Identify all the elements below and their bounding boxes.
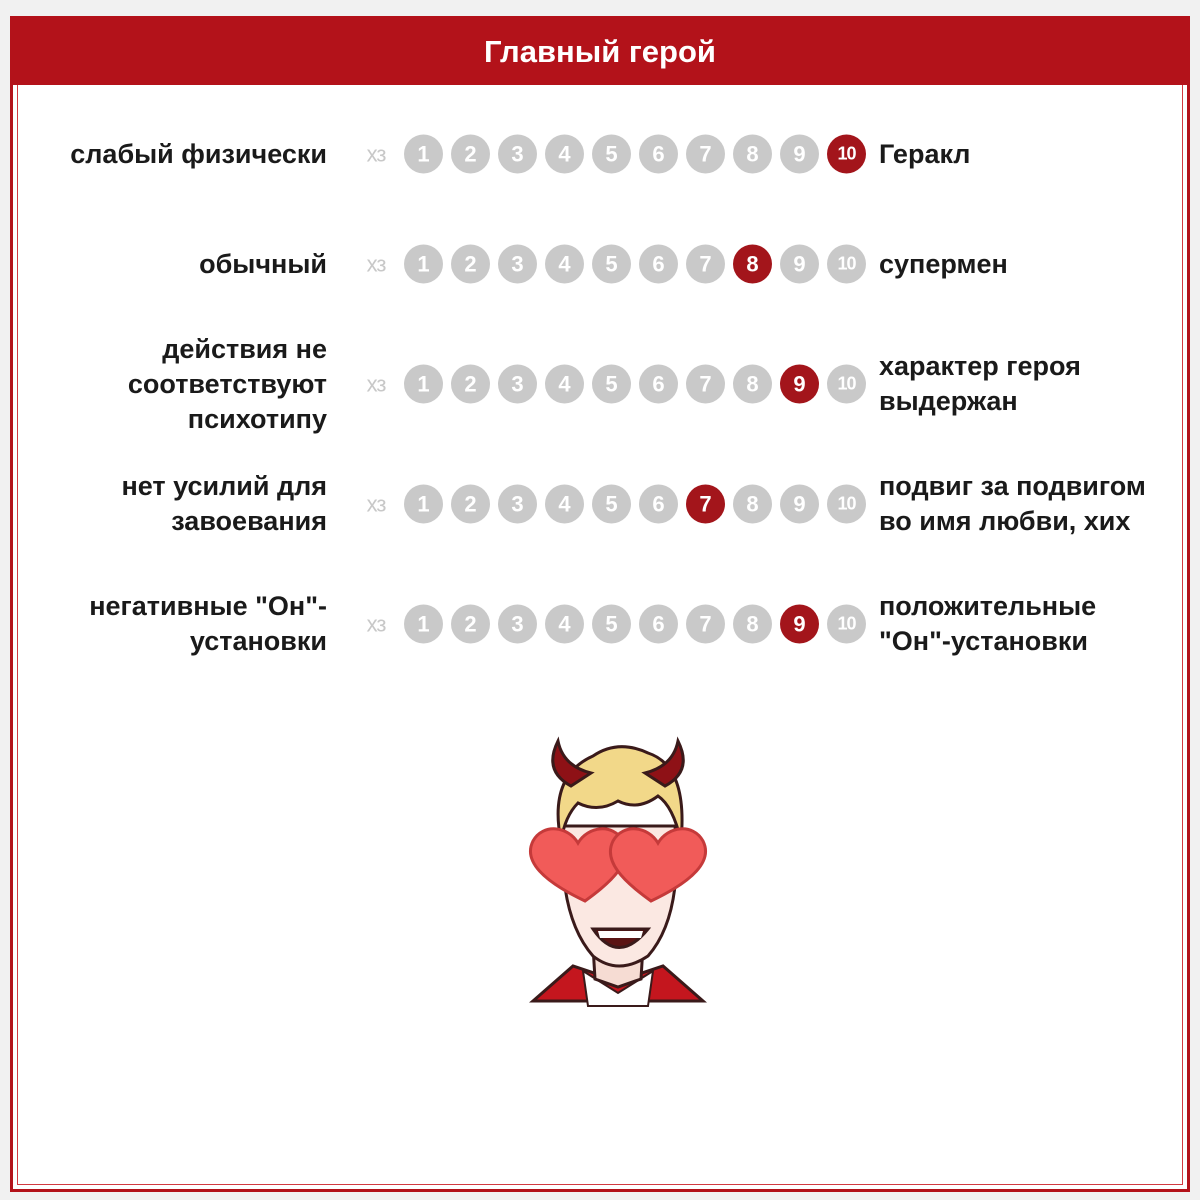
scale-point-7[interactable]: 7 bbox=[686, 605, 725, 644]
devil-avatar-icon bbox=[523, 731, 713, 1021]
scale-point-7[interactable]: 7 bbox=[686, 365, 725, 404]
scale-point-3[interactable]: 3 bbox=[498, 605, 537, 644]
scale-point-2[interactable]: 2 bbox=[451, 135, 490, 174]
scale-point-10[interactable]: 10 bbox=[827, 365, 866, 404]
scale-point-6[interactable]: 6 bbox=[639, 605, 678, 644]
scale-point-4[interactable]: 4 bbox=[545, 135, 584, 174]
rating-scale bbox=[356, 605, 866, 644]
scale-point-10[interactable]: 10 bbox=[827, 605, 866, 644]
dont-know-option[interactable]: хз bbox=[366, 251, 386, 276]
scale-point-10[interactable]: 10 bbox=[827, 245, 866, 284]
rating-row bbox=[13, 94, 1187, 214]
scale-point-6[interactable]: 6 bbox=[639, 365, 678, 404]
scale-point-4[interactable]: 4 bbox=[545, 365, 584, 404]
row-left-label: действия не соответствуют психотипу bbox=[127, 333, 327, 434]
row-right-label: подвиг за подвигом во имя любви, хих bbox=[879, 471, 1146, 536]
row-right-label: характер героя выдержан bbox=[879, 351, 1081, 416]
scale-point-5[interactable]: 5 bbox=[592, 365, 631, 404]
scale-point-8[interactable]: 8 bbox=[733, 605, 772, 644]
scale-point-8[interactable]: 8 bbox=[733, 135, 772, 174]
scale-point-8[interactable]: 8 bbox=[733, 485, 772, 524]
row-left-label: нет усилий для завоевания bbox=[121, 471, 327, 536]
scale-point-1[interactable]: 1 bbox=[404, 605, 443, 644]
rating-scale bbox=[356, 485, 866, 524]
scale-point-5[interactable]: 5 bbox=[592, 135, 631, 174]
scale-point-9[interactable]: 9 bbox=[780, 365, 819, 404]
scale-point-9[interactable]: 9 bbox=[780, 135, 819, 174]
scale-point-3[interactable]: 3 bbox=[498, 245, 537, 284]
scale-point-7[interactable]: 7 bbox=[686, 245, 725, 284]
card-title: Главный герой bbox=[484, 34, 716, 69]
scale-point-2[interactable]: 2 bbox=[451, 245, 490, 284]
scale-point-9[interactable]: 9 bbox=[780, 485, 819, 524]
scale-point-6[interactable]: 6 bbox=[639, 245, 678, 284]
rating-card bbox=[10, 16, 1190, 1192]
dont-know-option[interactable]: хз bbox=[366, 371, 386, 396]
scale-point-9[interactable]: 9 bbox=[780, 605, 819, 644]
row-left-label: обычный bbox=[199, 248, 327, 279]
scale-point-10[interactable]: 10 bbox=[827, 135, 866, 174]
dont-know-option[interactable]: хз bbox=[366, 141, 386, 166]
row-right-label: положительные "Он"-установки bbox=[879, 591, 1097, 656]
rating-row bbox=[13, 444, 1187, 564]
scale-point-1[interactable]: 1 bbox=[404, 245, 443, 284]
card-header bbox=[13, 19, 1187, 85]
dont-know-option[interactable]: хз bbox=[366, 491, 386, 516]
scale-point-1[interactable]: 1 bbox=[404, 135, 443, 174]
scale-point-1[interactable]: 1 bbox=[404, 365, 443, 404]
rating-scale bbox=[356, 245, 866, 284]
scale-point-5[interactable]: 5 bbox=[592, 605, 631, 644]
scale-point-2[interactable]: 2 bbox=[451, 365, 490, 404]
scale-point-7[interactable]: 7 bbox=[686, 485, 725, 524]
scale-point-9[interactable]: 9 bbox=[780, 245, 819, 284]
rating-row bbox=[13, 324, 1187, 444]
row-right-label: супермен bbox=[879, 248, 1008, 279]
scale-point-5[interactable]: 5 bbox=[592, 485, 631, 524]
scale-point-3[interactable]: 3 bbox=[498, 365, 537, 404]
rating-row bbox=[13, 564, 1187, 684]
scale-point-10[interactable]: 10 bbox=[827, 485, 866, 524]
scale-point-5[interactable]: 5 bbox=[592, 245, 631, 284]
scale-point-8[interactable]: 8 bbox=[733, 245, 772, 284]
dont-know-option[interactable]: хз bbox=[366, 611, 386, 636]
rating-row bbox=[13, 204, 1187, 324]
scale-point-6[interactable]: 6 bbox=[639, 135, 678, 174]
scale-point-4[interactable]: 4 bbox=[545, 605, 584, 644]
row-left-label: слабый физически bbox=[70, 138, 327, 169]
scale-point-4[interactable]: 4 bbox=[545, 485, 584, 524]
rating-scale bbox=[356, 135, 866, 174]
scale-point-4[interactable]: 4 bbox=[545, 245, 584, 284]
scale-point-8[interactable]: 8 bbox=[733, 365, 772, 404]
scale-point-7[interactable]: 7 bbox=[686, 135, 725, 174]
row-left-label: негативные "Он"-установки bbox=[89, 591, 327, 656]
scale-point-2[interactable]: 2 bbox=[451, 485, 490, 524]
scale-point-3[interactable]: 3 bbox=[498, 135, 537, 174]
scale-point-2[interactable]: 2 bbox=[451, 605, 490, 644]
scale-point-3[interactable]: 3 bbox=[498, 485, 537, 524]
scale-point-1[interactable]: 1 bbox=[404, 485, 443, 524]
rating-scale bbox=[356, 365, 866, 404]
scale-point-6[interactable]: 6 bbox=[639, 485, 678, 524]
row-right-label: Геракл bbox=[879, 138, 971, 169]
